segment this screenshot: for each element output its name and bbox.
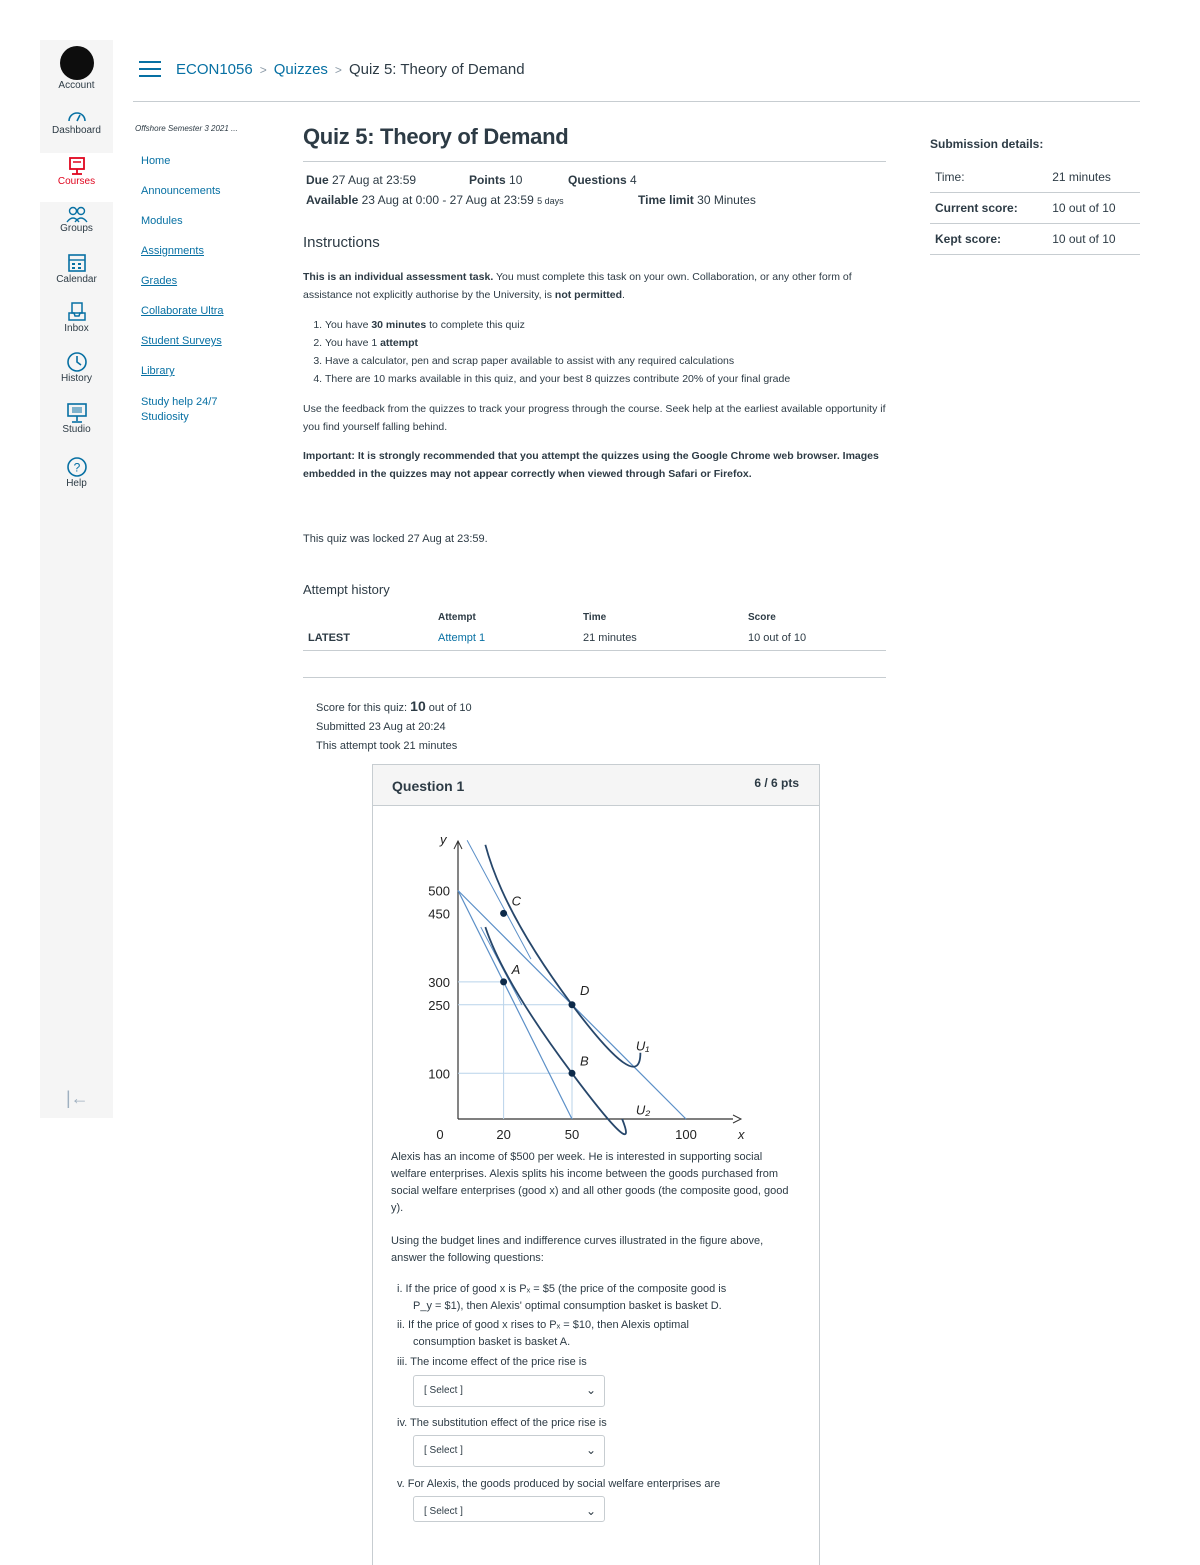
y-tick-label: 250 [428,997,450,1013]
calendar-icon [67,252,87,274]
points-label: Points [469,173,506,187]
time-limit-value: 30 Minutes [697,193,756,207]
breadcrumb [176,61,525,78]
x-tick-label: 20 [496,1127,511,1142]
course-nav-student-surveys[interactable]: Student Surveys [141,335,222,347]
time-limit-label: Time limit [638,193,694,207]
instructions-not-permitted: not permitted [554,289,623,301]
substitution-effect-select[interactable] [413,1435,605,1467]
course-nav-assignments[interactable]: Assignments [141,245,204,257]
question-item-i: i. If the price of good x is Pₓ = $5 (the price of the composite good is [397,1283,727,1295]
curve-label-u2: U₂ [635,1102,651,1118]
x-tick-label: 0 [436,1127,444,1142]
list-item: 3. Have a calculator, pen and scrap paper available to assist with any required calculations [325,352,905,370]
score-suffix: out of 10 [428,702,472,714]
questions-value: 4 [630,173,637,187]
y-tick-label: 100 [428,1066,450,1082]
select-value: [ Select ] [424,1385,463,1396]
point-label: B [580,1053,589,1069]
instructions-body: You must complete this task on your own. Collaboration, or any other form of assistance not explicitly authorise by the University, is [303,271,852,301]
nav-dashboard[interactable] [40,107,113,136]
question-header [373,765,819,806]
title-divider [303,161,886,162]
instructions-heading: Instructions [303,234,380,251]
nav-studio-label: Studio [62,424,91,435]
nav-inbox[interactable] [40,301,113,334]
y-axis-label: y [440,832,447,847]
select-value: [ Select ] [424,1445,463,1456]
income-effect-select[interactable] [413,1375,605,1407]
instructions-text: This is an individual assessment task. You must complete this task on your own. Collaboration, or any other form of assistance not explicitly authorise by the University, is not permitted. [303,271,852,301]
column-header: Attempt [438,612,476,623]
nav-history-label: History [60,373,93,384]
available-label: Available [306,193,359,207]
question-paragraph-1: Alexis has an income of $500 per week. He is interested in supporting social welfare enterprises. Alexis splits his income between the goods purchased from social welfare enterprises (good x) and all other goods (the composite good, good y). [391,1151,789,1214]
avatar [60,46,94,80]
attempt-history-heading: Attempt history [303,582,390,597]
list-item: 2. You have 1 attempt [325,334,905,352]
nav-dashboard-label: Dashboard [52,125,101,136]
help-icon [66,456,88,478]
latest-label: LATEST [303,627,433,651]
availability [306,193,564,207]
list-item: 4. There are 10 marks available in this quiz, and your best 8 quizzes contribute 20% of your final grade [325,370,905,388]
section-divider [303,677,886,678]
question-title: Question 1 [392,778,465,794]
groups-icon [65,205,89,223]
score-summary [316,697,472,756]
x-axis-arrow [733,1115,741,1123]
question-card [372,764,820,1565]
submission-key: Kept score: [930,224,1047,255]
table-row [930,193,1140,224]
breadcrumb-course[interactable]: ECON1056 [176,61,253,78]
page-title: Quiz 5: Theory of Demand [303,124,569,149]
chevron-down-icon: ⌄ [585,1443,596,1457]
course-nav-announcements[interactable]: Announcements [141,185,221,197]
goods-type-select[interactable] [413,1496,605,1522]
nav-courses[interactable] [40,153,113,202]
header-divider [133,101,1140,102]
nav-groups-label: Groups [60,223,93,234]
breadcrumb-separator: > [259,63,267,77]
question-item-ii-cont: consumption basket is basket A. [413,1336,571,1348]
table-row [930,162,1140,193]
submission-key: Time: [930,162,1047,193]
locked-text: This quiz was locked 27 Aug at 23:59. [303,533,488,545]
tangent-line [467,840,531,959]
chevron-down-icon: ⌄ [585,1383,596,1397]
due-value: 27 Aug at 23:59 [332,173,417,187]
data-point [500,978,507,985]
courses-icon [68,156,86,176]
course-nav-modules[interactable]: Modules [141,215,183,227]
list-item: 1. You have 30 minutes to complete this quiz [325,316,905,334]
data-point [569,1001,576,1008]
question-points: 6 / 6 pts [754,776,799,790]
nav-calendar[interactable] [40,252,113,285]
instructions-bold: This is an individual assessment task. [303,271,494,283]
y-tick-label: 300 [428,974,450,990]
nav-account-label: Account [58,80,95,91]
svg-text:?: ? [73,460,80,475]
column-header: Score [748,612,776,623]
points-value: 10 [509,173,523,187]
x-axis-label: x [738,1127,745,1142]
feedback-text: Use the feedback from the quizzes to track your progress through the course. Seek help at the earliest available opportunity if you find yourself falling behind. [303,403,886,433]
time-limit [638,193,756,207]
instruction-steps [303,316,905,388]
indifference-curve-u2 [485,927,626,1134]
point-label: A [511,961,521,977]
y-tick-label: 450 [428,906,450,922]
score-value: 10 [410,698,426,714]
attempt-score: 10 out of 10 [743,627,886,651]
nav-history[interactable] [40,351,113,384]
submission-details [930,162,1140,255]
indifference-curve-u1 [485,845,640,1067]
submission-value: 10 out of 10 [1047,224,1140,255]
hamburger-menu-icon[interactable] [139,61,161,77]
due-date [306,173,416,187]
demand-chart [373,806,819,1146]
submission-value: 21 minutes [1047,162,1140,193]
nav-account[interactable] [40,46,113,91]
due-label: Due [306,173,329,187]
questions-label: Questions [568,173,627,187]
breadcrumb-current: Quiz 5: Theory of Demand [348,61,525,78]
dashboard-icon [66,107,88,125]
data-point [500,910,507,917]
nav-groups[interactable] [40,205,113,234]
nav-help-label: Help [66,478,87,489]
column-header: Time [583,612,607,623]
attempt-time: 21 minutes [578,627,743,651]
breadcrumb-separator: > [334,63,342,77]
select-value: [ Select ] [424,1506,463,1517]
nav-courses-label: Courses [57,176,96,187]
x-tick-label: 100 [675,1127,697,1142]
table-row [303,627,886,651]
column-header [303,608,433,627]
questions-count [568,173,637,187]
duration-text: This attempt took 21 minutes [316,740,458,752]
nav-studio[interactable] [40,402,113,435]
curve-label-u1: U₁ [635,1038,650,1054]
nav-calendar-label: Calendar [56,274,97,285]
submitted-text: Submitted 23 Aug at 20:24 [316,721,446,733]
question-item-ii: ii. If the price of good x rises to Pₓ = $10, then Alexis optimal [397,1319,689,1331]
question-paragraph-2: Using the budget lines and indifference curves illustrated in the figure above, answer the following questions: [391,1235,764,1264]
points [469,173,522,187]
collapse-nav-icon[interactable]: |← [66,1088,89,1108]
y-tick-label: 500 [428,883,450,899]
x-tick-label: 50 [564,1127,580,1142]
nav-help[interactable] [40,456,113,489]
attempt-history-table [303,608,886,651]
course-nav-collaborate-ultra[interactable]: Collaborate Ultra [141,305,224,317]
course-nav-study-help[interactable]: Study help 24/7 Studiosity [141,396,218,423]
attempt-link[interactable]: Attempt 1 [438,632,486,644]
available-value: 23 Aug at 0:00 - 27 Aug at 23:59 [361,193,534,207]
available-days: 5 days [537,196,564,206]
table-row [930,224,1140,255]
submission-key: Current score: [930,193,1047,224]
question-item-v: v. For Alexis, the goods produced by social welfare enterprises are [397,1478,721,1490]
submission-heading: Submission details: [930,137,1044,151]
table-header-row [303,608,886,627]
point-label: D [580,982,590,998]
nav-inbox-label: Inbox [64,323,89,334]
inbox-icon [67,301,87,323]
important-text: Important: It is strongly recommended that you attempt the quizzes using the Google Chrome web browser. Images embedded in the quizzes may not appear correctly when viewed through Safari or Firefox. [303,450,879,480]
submission-value: 10 out of 10 [1047,193,1140,224]
question-item-iii: iii. The income effect of the price rise is [397,1356,587,1368]
breadcrumb-quizzes[interactable]: Quizzes [273,61,328,78]
chevron-down-icon: ⌄ [585,1504,596,1518]
course-term: Offshore Semester 3 2021 ... [135,124,238,133]
course-nav-library[interactable]: Library [141,365,175,377]
question-item-i-cont: P_y = $1), then Alexis' optimal consumption basket is basket D. [413,1300,722,1312]
course-nav-grades[interactable]: Grades [141,275,178,287]
score-label: Score for this quiz: [316,702,408,714]
history-icon [66,351,88,373]
global-nav [40,40,113,1118]
data-point [569,1070,576,1077]
point-label: C [511,893,521,909]
course-nav-home[interactable]: Home [141,155,171,167]
studio-icon [66,402,88,424]
question-item-iv: iv. The substitution effect of the price rise is [397,1417,607,1429]
